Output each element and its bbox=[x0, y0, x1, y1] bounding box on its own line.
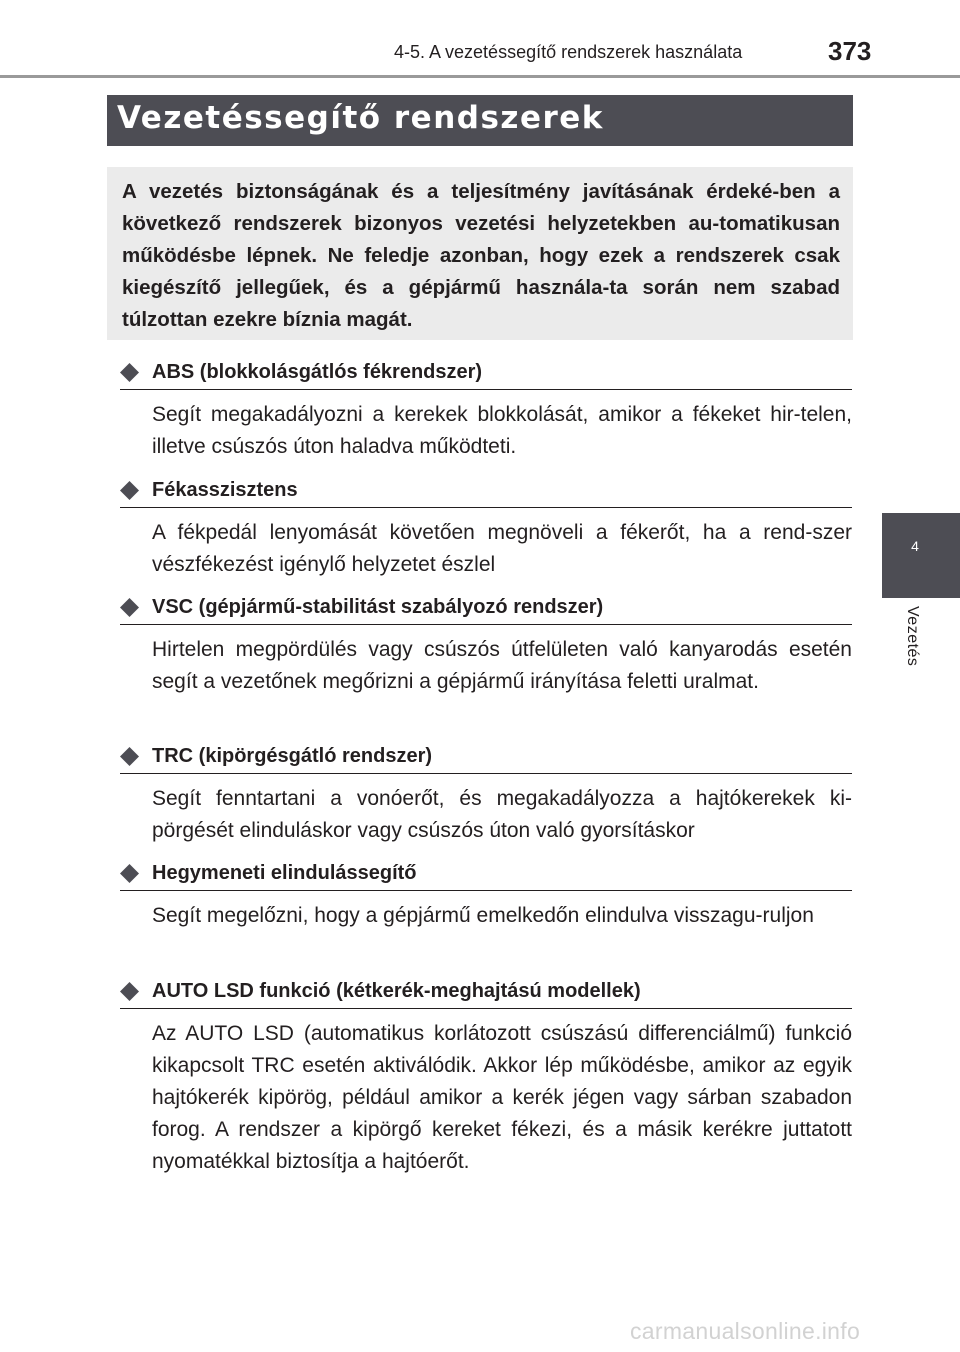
section-heading bbox=[120, 859, 852, 891]
header-divider bbox=[0, 75, 960, 78]
section-brake-assist bbox=[120, 476, 852, 581]
page-number: 373 bbox=[828, 36, 872, 66]
section-heading bbox=[120, 742, 852, 774]
section-hill-start bbox=[120, 859, 852, 932]
section-vsc bbox=[120, 593, 852, 698]
section-title: Fékasszisztens bbox=[152, 479, 298, 501]
section-title: Hegymeneti elindulássegítő bbox=[152, 862, 417, 884]
section-abs bbox=[120, 358, 852, 463]
chapter-tab-label: Vezetés bbox=[904, 606, 921, 667]
section-body: A fékpedál lenyomását követően megnöveli a fékerőt, ha a rend-szer vészfékezést igénylő helyzetet észlel bbox=[152, 521, 852, 576]
section-auto-lsd bbox=[120, 977, 852, 1178]
section-heading bbox=[120, 977, 852, 1009]
watermark: carmanualsonline.info bbox=[630, 1318, 861, 1344]
section-body: Segít fenntartani a vonóerőt, és megakadályozza a hajtókerekek ki-pörgését elinduláskor vagy csúszós úton való gyorsításkor bbox=[152, 787, 852, 842]
page-title: Vezetéssegítő rendszerek bbox=[117, 100, 604, 136]
diamond-bullet-icon bbox=[120, 598, 139, 617]
diamond-bullet-icon bbox=[120, 982, 139, 1001]
diamond-bullet-icon bbox=[120, 747, 139, 766]
section-body: Az AUTO LSD (automatikus korlátozott csúszású differenciálmű) funkció kikapcsolt TRC esetén aktiválódik. Akkor lép működésbe, amikor az egyik hajtókerék kipörög, például amikor a kerék jégen vagy sárban szabadon forog. A rendszer a kipörgő kereket fékezi, és a másik kerékre juttatott nyomatékkal biztosítja a hajtóerőt. bbox=[152, 1022, 852, 1173]
section-body: Segít megelőzni, hogy a gépjármű emelkedőn elindulva visszagu-ruljon bbox=[152, 904, 814, 927]
diamond-bullet-icon bbox=[120, 363, 139, 382]
section-title: TRC (kipörgésgátló rendszer) bbox=[152, 745, 433, 767]
section-title: ABS (blokkolásgátlós fékrendszer) bbox=[152, 361, 483, 383]
section-title: VSC (gépjármű-stabilitást szabályozó rendszer) bbox=[152, 596, 604, 618]
intro-text: A vezetés biztonságának és a teljesítmény javításának érdeké-ben a következő rendszerek bizonyos vezetési helyzetekben au-tomatikusan működésbe lépnek. Ne feledje azonban, hogy ezek a rendszerek csak kiegészítő jellegűek, és a gépjármű használa-ta során nem szabad túlzottan ezekre bíznia magát. bbox=[122, 180, 840, 331]
section-heading bbox=[120, 476, 852, 508]
section-body: Segít megakadályozni a kerekek blokkolását, amikor a fékeket hir-telen, illetve csúszós úton haladva működteti. bbox=[152, 403, 852, 458]
section-title: AUTO LSD funkció (kétkerék-meghajtású modellek) bbox=[152, 980, 641, 1002]
section-trc bbox=[120, 742, 852, 847]
diamond-bullet-icon bbox=[120, 864, 139, 883]
diamond-bullet-icon bbox=[120, 481, 139, 500]
section-heading bbox=[120, 358, 852, 390]
section-heading bbox=[120, 593, 852, 625]
chapter-tab-number: 4 bbox=[911, 538, 919, 554]
running-header-section: 4-5. A vezetéssegítő rendszerek használata bbox=[394, 42, 743, 62]
section-body: Hirtelen megpördülés vagy csúszós útfelületen való kanyarodás esetén segít a vezetőnek megőrizni a gépjármű irányítása feletti uralmat. bbox=[152, 638, 852, 693]
chapter-tab[interactable] bbox=[882, 513, 960, 598]
